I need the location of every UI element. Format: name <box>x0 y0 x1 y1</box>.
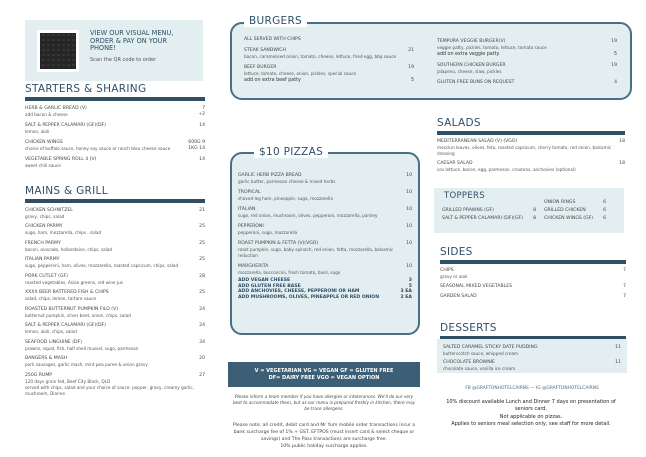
item-name: SALT & PEPPER CALAMARI (GF)(DF) <box>25 123 106 128</box>
item-name: ADD ANCHOVIES, CHEESE, PEPPERONI OR HAM <box>238 289 360 294</box>
item-name: PORK CUTLET (GF) <box>25 273 68 279</box>
item-price: 7 <box>623 294 626 299</box>
item-name: SALTED CARAMEL STICKY DATE PUDDING <box>443 345 538 350</box>
item-extra: add on extra beef patty <box>244 78 301 83</box>
item-description: choice of buffalo sauce, honey soy sauce or ranch bleu cheese sauce <box>25 146 171 151</box>
item-price: 7 <box>623 268 626 273</box>
item-description: prawns, squid, fish, half shell mussel, sugo, parmesan <box>25 345 139 351</box>
item-name: GRILLED PRAWNS (GF) <box>442 208 494 213</box>
item-name: CHICKEN WINGS (GF) <box>544 216 594 221</box>
item-description: lemon, aioli, chips, salad <box>25 329 77 334</box>
item-extra: add on extra veggie patty <box>437 52 500 57</box>
menu-item[interactable] <box>25 274 205 286</box>
item-name: CHICKEN SCHNITZEL <box>25 207 73 213</box>
item-name: XXXX BEER BATTERED FISH & CHIPS <box>25 290 109 295</box>
item-name: VEGETABLE SPRING ROLL 4 (V) <box>25 157 97 162</box>
menu-item[interactable] <box>443 345 621 357</box>
item-name: ROAST PUMPKIN & FETTA (V)(VGO) <box>238 241 319 246</box>
item-price: 27 <box>199 372 205 378</box>
item-price: 25 <box>199 257 205 262</box>
qr-order-banner <box>25 20 203 81</box>
menu-item[interactable] <box>437 63 617 75</box>
item-price: 10 <box>406 207 412 212</box>
item-price: 25 <box>199 224 205 229</box>
item-name: SALT & PEPPER CALAMARI (DF)(GF) <box>442 216 523 221</box>
seniors-note: 10% discount available Lunch and Dinner 7 days on presentation of seniors card. Not applicable on pizzas. Applies to seniors meal selection only, see staff for more detail. <box>446 399 616 427</box>
menu-item[interactable] <box>437 39 617 58</box>
item-price: 6 <box>603 208 606 213</box>
menu-item[interactable] <box>25 290 205 302</box>
section-title: MAINS & GRILL <box>25 185 108 197</box>
item-name: CHICKEN PARMY <box>25 224 63 229</box>
item-price: 600G 9 <box>188 140 205 145</box>
menu-item[interactable] <box>25 323 205 335</box>
item-name: 250G RUMP <box>25 372 53 378</box>
burgers-box <box>230 15 632 100</box>
item-name: ITALIAN PARMY <box>25 257 60 262</box>
menu-item[interactable] <box>442 216 536 222</box>
mains-section <box>25 185 205 397</box>
qr-title: VIEW OUR VISUAL MENU, ORDER & PAY ON YOUR PHONE! <box>90 29 174 52</box>
menu-item[interactable] <box>244 48 414 60</box>
divider <box>437 131 625 135</box>
item-name: CAESAR SALAD <box>437 161 473 166</box>
item-price: 19 <box>408 65 414 70</box>
menu-item[interactable] <box>25 157 205 169</box>
menu-item[interactable] <box>238 241 412 259</box>
item-extra-price: 5 <box>613 52 617 57</box>
item-description: lettuce, tomato, cheese, onion, pickles, special sauce <box>244 71 357 76</box>
menu-item[interactable] <box>25 257 205 269</box>
item-price: 28 <box>199 273 205 279</box>
item-price: 2 EA <box>400 294 412 300</box>
item-price: 5 <box>408 283 412 289</box>
item-description: sugo, pepperoni, ham, olives, mozzarella, roasted capsicum, chips, salad <box>25 263 179 268</box>
item-name: GRILLED CHICKEN <box>544 208 586 213</box>
qr-subtitle: Scan the QR code to order <box>90 57 157 63</box>
item-description: chocolate sauce, vanilla ice cream <box>443 366 516 371</box>
item-price: 10 <box>406 264 412 269</box>
item-price: 34 <box>199 339 205 345</box>
item-description: cos lettuce, bacon, egg, parmesan, croutons, anchovies (optional) <box>437 167 576 172</box>
item-name: CHICKEN WINGS <box>25 140 63 145</box>
item-price: 10 <box>406 190 412 195</box>
item-price: 10 <box>406 224 412 229</box>
item-name: MEDITERRANEAN SALAD (V) (VGO) <box>437 139 518 144</box>
sides-section <box>440 246 626 300</box>
item-name: ADD VEGAN CHEESE <box>238 278 291 283</box>
menu-item[interactable] <box>437 161 625 173</box>
item-name: SALT & PEPPER CALAMARI (GF)(DF) <box>25 323 106 328</box>
item-price: 8 <box>533 216 536 221</box>
item-description: roast pumpkin, sugo, baby spinach, red onion, fetta, mozzarella, balsamic reduction <box>238 247 394 258</box>
legend-line: DF= DAIRY FREE VGO = VEGAN OPTION <box>268 375 380 381</box>
item-description: roasted vegetables, Asian greens, red wine jus <box>25 279 123 285</box>
qr-code[interactable] <box>37 30 79 72</box>
menu-item[interactable] <box>437 139 625 157</box>
item-description: mesclun leaves, olives, feta, roasted capsicum, cherry tomato, red onion, balsamic dressing <box>437 145 612 156</box>
item-name: ITALIAN <box>238 207 256 212</box>
item-name: GARLIC HERB PIZZA BREAD <box>238 173 302 178</box>
menu-item[interactable] <box>544 208 606 214</box>
item-price: 7 <box>202 106 205 111</box>
item-description: shaved leg ham, pineapple, sugo, mozzarella <box>238 196 333 201</box>
menu-item[interactable] <box>238 264 412 276</box>
item-extra-price: 5 <box>410 78 414 83</box>
holiday-note: 10% public holiday surcharge applies. <box>280 444 368 449</box>
item-description: pork sausages, garlic mash, mint pea puree & onion gravy <box>25 362 148 367</box>
item-name: ADD MUSHROOMS, OLIVES, PINEAPPLE OR RED ONION <box>238 294 380 300</box>
item-price: 14 <box>199 157 205 162</box>
item-price: 14 <box>199 123 205 128</box>
item-name: STEAK SANDWICH <box>244 48 286 53</box>
menu-item[interactable] <box>25 307 205 319</box>
allergy-note: Please inform a team member if you have allergies or intolerances. We'll do our very best to accommodate them, but as our menu is prepared freshly in kitchen, there may be trace allergens. <box>232 394 416 411</box>
item-name: GARDEN SALAD <box>440 294 477 299</box>
item-price: 6 <box>603 216 606 221</box>
item-description: mozzarella, bocconcini, fresh tomato, basil, sugo <box>238 270 341 275</box>
item-name: SEASONAL MIXED VEGETABLES <box>440 284 513 289</box>
item-price: 18 <box>619 139 625 144</box>
item-name: PEPPERONI <box>238 224 264 229</box>
menu-item[interactable] <box>25 140 205 152</box>
menu-item[interactable] <box>238 224 412 236</box>
item-price: 1KG 14 <box>188 146 205 151</box>
burgers-note: ALL SERVED WITH CHIPS <box>244 37 301 42</box>
item-description: veggie patty, pickles, tomato, lettuce, tomato sauce <box>437 45 547 50</box>
desserts-box <box>437 339 627 373</box>
item-name: ONION RINGS <box>544 200 576 205</box>
item-price: 4 <box>614 80 617 85</box>
surcharge-note: Please note: all credit, debit card and Mr Yum mobile order transactions incur a bank surcharge fee of 1% + GST. EFTPOS (must insert card & select cheque or savings) and The Pass transactions are surcharge free. 10% public holiday surcharge applies. <box>232 423 416 449</box>
item-price: 6 <box>603 200 606 205</box>
menu-item[interactable] <box>25 106 205 118</box>
item-price: 10 <box>406 173 412 178</box>
salads-section <box>437 117 625 173</box>
item-name: ROASTED BUTTERNUT PUMPKIN FILO (V) <box>25 306 119 312</box>
item-name: BANGERS & MASH <box>25 356 68 361</box>
menu-item[interactable] <box>244 65 414 84</box>
item-name: MARGHERITA <box>238 264 269 269</box>
item-price: 18 <box>619 161 625 166</box>
item-price: 25 <box>199 290 205 295</box>
item-description: bacon, caramelised onion, tomato, cheese, lettuce, fried egg, bbq sauce <box>244 54 397 59</box>
item-name: TROPICAL <box>238 190 261 195</box>
menu-item[interactable] <box>25 224 205 236</box>
dietary-legend <box>228 362 420 387</box>
menu-item[interactable] <box>238 295 412 301</box>
toppers-box <box>434 188 624 233</box>
item-description: gravy, chips, salad <box>25 213 65 219</box>
menu-item[interactable] <box>25 356 205 368</box>
item-description: butterscotch sauce, whipped cream <box>443 351 519 356</box>
item-description: add bacon & cheese <box>25 112 68 117</box>
section-title: $10 PIZZAS <box>254 146 328 158</box>
section-title: STARTERS & SHARING <box>25 83 147 95</box>
menu-item[interactable] <box>440 268 626 280</box>
menu-item[interactable] <box>544 200 606 206</box>
menu-item[interactable] <box>25 208 205 220</box>
item-name: SOUTHERN CHICKEN BURGER <box>437 63 506 68</box>
item-description: lemon, aioli <box>25 129 50 134</box>
menu-item[interactable] <box>238 173 412 185</box>
item-price: 20 <box>199 356 205 361</box>
item-price: 8 <box>533 208 536 213</box>
item-price: 21 <box>408 48 414 53</box>
menu-item[interactable] <box>443 360 621 372</box>
item-name: CHIPS <box>440 268 454 273</box>
item-description: jalapeno, cheese, slaw, pickles <box>437 69 502 74</box>
item-price: 25 <box>199 240 205 246</box>
item-price: 10 <box>406 241 412 246</box>
divider <box>440 260 626 264</box>
item-name: TEMPURA VEGGIE BURGER(V) <box>437 39 506 44</box>
item-price: 3 EA <box>400 289 412 294</box>
menu-item[interactable] <box>25 241 205 253</box>
item-price: 21 <box>199 207 205 213</box>
item-price: 3 <box>408 278 412 283</box>
item-price: 19 <box>611 39 617 44</box>
social-handles[interactable]: FB @GRAFTONHOTELCAIRNS — IG @GRAFTONHOTELCAIRNS <box>465 386 599 391</box>
item-description: served with chips, salad and your choice of sauce: pepper, gravy, creamy garlic, mushroom, Dianne <box>25 384 195 396</box>
menu-item[interactable] <box>238 190 412 202</box>
item-description: bacon, avocado, hollandaise, chips, salad <box>25 246 113 252</box>
section-title: SALADS <box>437 117 481 129</box>
legend-line: V = VEGETARIAN VG = VEGAN GF = GLUTEN FREE <box>254 368 394 374</box>
menu-item[interactable] <box>437 80 617 86</box>
item-description: gravy or aioli <box>440 274 468 279</box>
item-price: 7 <box>623 284 626 289</box>
menu-item[interactable] <box>238 207 412 219</box>
section-title: SIDES <box>440 246 473 258</box>
item-price: 11 <box>615 345 621 350</box>
menu-item[interactable] <box>440 284 626 290</box>
item-name: HERB & GARLIC BREAD (V) <box>25 106 87 111</box>
item-name: FRENCH PARMY <box>25 240 61 246</box>
starters-section <box>25 83 205 169</box>
item-description: 120 days grain fed, Beef City Black, QLD <box>25 378 111 384</box>
section-title: TOPPERS <box>444 191 485 201</box>
menu-item[interactable] <box>442 208 536 214</box>
menu-item[interactable] <box>25 373 205 397</box>
item-price: 24 <box>199 323 205 328</box>
item-description: butternut pumpkin, silver beet, onion, chips, salad <box>25 312 131 318</box>
item-description: sweet chili sauce <box>25 163 61 168</box>
divider <box>25 97 205 101</box>
item-name: BEEF BURGER <box>244 65 277 70</box>
item-description: sugo, red onion, mushroom, olives, pepperoni, mozzarella, parsley <box>238 213 378 218</box>
menu-item[interactable] <box>544 216 606 222</box>
item-price: 11 <box>615 360 621 365</box>
desserts-section <box>440 322 626 340</box>
item-name: SEAFOOD LINGUINE (DF) <box>25 339 83 345</box>
section-title: DESSERTS <box>440 322 497 334</box>
item-name: ADD GLUTEN FREE BASE <box>238 283 301 289</box>
item-price: 24 <box>199 306 205 312</box>
item-description: pepperoni, sugo, mozzarella <box>238 230 298 235</box>
item-name: GLUTEN FREE BUNS ON REQUEST <box>437 80 515 85</box>
menu-item[interactable] <box>25 340 205 352</box>
item-name: CHOCOLATE BROWNIE <box>443 360 495 365</box>
pizzas-box <box>230 146 420 335</box>
menu-item[interactable] <box>440 294 626 300</box>
item-description: sugo, ham, mozzarella, chips , salad <box>25 230 102 235</box>
menu-item[interactable] <box>25 123 205 135</box>
section-title: BURGERS <box>244 15 307 27</box>
item-price: +2 <box>198 112 205 117</box>
divider <box>25 199 205 203</box>
item-description: garlic butter, parmesan cheese & mixed herbs <box>238 179 336 184</box>
item-description: salad, chips, lemon, tartare sauce <box>25 296 97 301</box>
item-price: 19 <box>611 63 617 68</box>
